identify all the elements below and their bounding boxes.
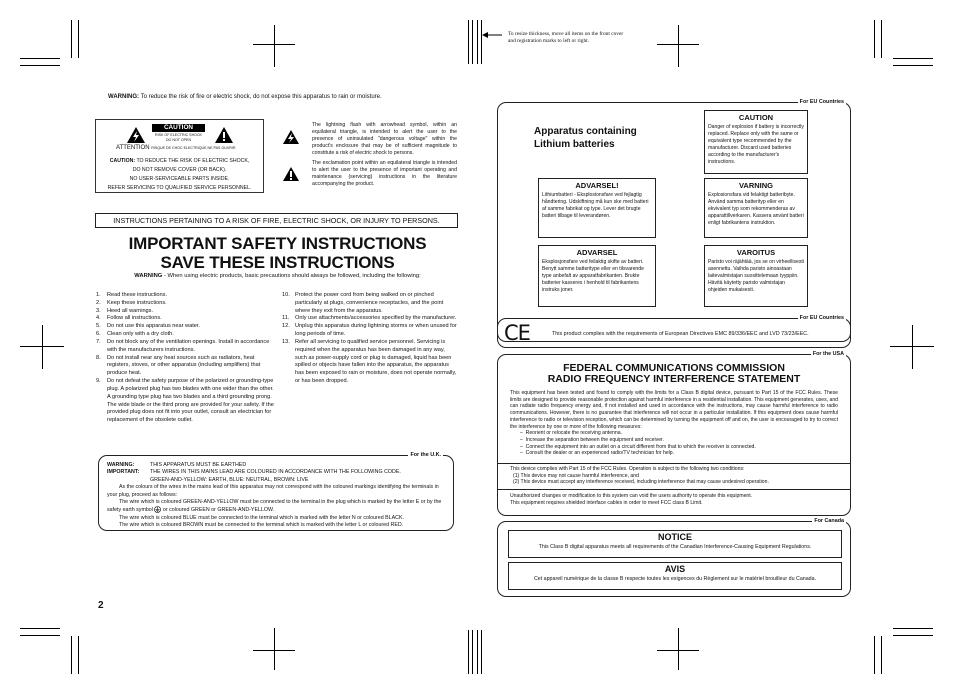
lightning-symbol-icon — [282, 129, 300, 145]
uk-para2a: The wire which is coloured GREEN-AND-YELLOW must be connected to the terminal in the plug which is marked by the letter E or by the safety earth symbol — [107, 499, 442, 514]
printer-note — [486, 31, 676, 45]
lightning-warning-icon — [126, 126, 146, 144]
list-item: 10. Protect the power cord from being walked on or pinched particularly at plugs, convenience receptacles, and the point where they exit from the apparatus. — [282, 292, 444, 314]
printer-note-line2: and registration marks to left or right. — [508, 38, 589, 45]
varoitus-fi-box — [704, 245, 808, 307]
eu-ce-box — [497, 315, 851, 348]
varning-se-title: VARNING — [738, 181, 774, 190]
list-item: 12. Unplug this apparatus during lightning storms or when unused for long periods of time. — [282, 323, 457, 338]
caution-panel — [95, 119, 264, 193]
list-item: 13. Refer all servicing to qualified service personnel. Servicing is required when the apparatus has been damaged in any way, such as power-supply cord or plug is damaged, liquid has been spilled or objects have fallen into the apparatus, the apparatus has been exposed to rain or moisture, does not operate normally, or has been dropped. — [282, 338, 457, 385]
printer-note-line1: To resize thickness, move all items on the front cover — [508, 31, 624, 37]
varning-se-box — [704, 178, 808, 238]
main-title-line2: SAVE THESE INSTRUCTIONS — [160, 253, 395, 272]
caution-line2: DO NOT REMOVE COVER (OR BACK). — [132, 166, 227, 173]
list-item: 5. Do not use this apparatus near water. — [96, 323, 200, 330]
list-item: – Connect the equipment into an outlet on a circuit different from that to which the receiver is connected. — [520, 443, 756, 450]
fire-banner-text: INSTRUCTIONS PERTAINING TO A RISK OF FIRE, ELECTRIC SHOCK, OR INJURY TO PERSONS. — [113, 216, 440, 225]
list-item: 7. Do not block any of the ventilation openings. Install in accordance with the manufacturers instructions. — [96, 338, 270, 353]
caution-line1-label: CAUTION: — [109, 158, 136, 164]
attention-text: RISQUE DE CHOC ELECTRIQUE NE PAS OUVRIR — [151, 146, 236, 150]
caution-label-box — [152, 124, 205, 132]
uk-para3: The wire which is coloured BLUE must be connected to the terminal which is marked with the letter N or coloured BLACK. — [119, 514, 404, 521]
fcc-title-line2: RADIO FREQUENCY INTERFERENCE STATEMENT — [547, 373, 801, 385]
varoitus-fi-text: Paristo voi räjähtää, jos se on virheellisesti asennettu. Vaihda paristo ainoastaan laitevalmistajan suosittelemaan tyyppiin. Hävitä käytetty paristo valmistajan ohjeiden mukaisesti. — [708, 259, 804, 294]
uk-warning-text: THIS APPARATUS MUST BE EARTHED — [150, 462, 247, 468]
list-item: 8. Do not install near any heat sources such as radiators, heat registers, stoves, or other apparatus (including amplifiers) that produce heat. — [96, 354, 261, 377]
ce-mark-icon: CE — [504, 321, 530, 345]
uk-important-text: THE WIRES IN THIS MAINS LEAD ARE COLOURED IN ACCORDANCE WITH THE FOLLOWING CODE. — [150, 469, 401, 476]
eu-ce-tag: For EU Countries — [799, 315, 844, 321]
varning-se-text: Explosionsfara vid felaktigt batteribyte. Använd samma batterityp eller en ekvivalent typ som rekommenderas av apparattillverkaren. Kassera använt batteri enligt fabrikantens instruktion. — [708, 192, 804, 227]
avis-title: AVIS — [664, 564, 686, 574]
list-item: 4. Follow all instructions. — [96, 315, 162, 322]
lightning-explanation: The lightning flash with arrowhead symbol, within an equilateral triangle, is intended to alert the user to the presence of uninsulated "dangerous voltage" within the product's enclosure that may be of sufficient magnitude to constitute a risk of electric shock to persons. — [312, 122, 457, 157]
uk-para1: As the colours of the wires in the mains lead of this apparatus may not correspond with the coloured markings identifying the terminals in your plug, proceed as follows: — [107, 484, 439, 498]
attention-label: ATTENTION — [116, 145, 150, 151]
list-item: 9. Do not defeat the safety purpose of the polarized or grounding-type plug. A polarized plug has two blades with one wider than the other. A grounding type plug has two blades and a third grounding prong. The wide blade or the third prong are provided for your safety. If the provided plug does not fit into your outlet, consult an electrician for replacement of the obsolete outlet. — [96, 378, 274, 424]
top-warning — [108, 94, 382, 100]
list-item: – Increase the separation between the equipment and receiver. — [520, 437, 664, 444]
uk-box — [98, 452, 454, 531]
caution-line4: REFER SERVICING TO QUALIFIED SERVICE PERSONNEL. — [107, 184, 252, 191]
exclamation-warning-icon — [214, 126, 234, 144]
canada-box — [497, 518, 851, 597]
list-item: 11. Only use attachments/accessories specified by the manufacturer. — [282, 315, 457, 322]
advarsel-dk-box — [538, 178, 656, 238]
avis-text: Cet appareil numérique de la classe B respecte toutes les exigences du Règlement sur le matériel brouilleur du Canada. — [533, 576, 817, 582]
uk-warning-label: WARNING: — [107, 462, 135, 468]
canada-tag: For Canada — [814, 518, 844, 524]
fcc-unauth1: Unauthorized changes or modification to this system can void the users authority to operate this equipment. — [510, 493, 753, 499]
advarsel-dk-title: ADVARSEL! — [575, 181, 619, 190]
notice-box — [508, 530, 842, 558]
do-not-open-text: DO NOT OPEN — [165, 138, 192, 142]
uk-important-text2: GREEN-AND-YELLOW: EARTH, BLUE: NEUTRAL, BROWN: LIVE — [150, 476, 309, 483]
ce-text: This product complies with the requirements of European Directives EMC 89/336/EEC and LVD 73/23/EEC. — [552, 331, 809, 337]
fcc-part15-1: (1) This device may not cause harmful interference, and — [513, 472, 639, 479]
notice-title: NOTICE — [657, 532, 692, 542]
fcc-title — [498, 363, 850, 385]
main-title-line1: IMPORTANT SAFETY INSTRUCTIONS — [128, 234, 427, 253]
advarsel-no-box — [538, 245, 656, 307]
page-number: 2 — [98, 600, 104, 611]
fcc-box — [497, 351, 851, 516]
uk-para2b: or coloured GREEN or GREEN-AND-YELLOW. — [162, 507, 275, 514]
notice-text: This Class B digital apparatus meets all requirements of the Canadian Interference-Causing Equipment Regulations. — [538, 544, 812, 550]
risk-text: RISK OF ELECTRIC SHOCK — [155, 133, 202, 137]
caution-line1: TO REDUCE THE RISK OF ELECTRIC SHOCK, — [136, 158, 250, 164]
lithium-title — [534, 125, 637, 151]
fcc-part15-intro: This device complies with Part 15 of the FCC Rules. Operation is subject to the following two conditions: — [510, 466, 745, 472]
fcc-tag: For the USA — [812, 351, 844, 357]
caution-line3: NO USER-SERVICEABLE PARTS INSIDE. — [129, 175, 230, 182]
fire-banner — [95, 213, 458, 228]
instructions-left — [96, 292, 276, 425]
uk-para4: The wire which is coloured BROWN must be connected to the terminal which is marked with the letter L or coloured RED. — [119, 522, 404, 529]
main-title — [90, 234, 465, 272]
lithium-title-line2: Lithium batteries — [534, 139, 615, 150]
uk-important-label: IMPORTANT: — [107, 469, 140, 476]
exclamation-symbol-icon — [282, 166, 300, 182]
advarsel-no-text: Eksplosjonsfare ved feilaktig skifte av batteri. Benytt samme batteritype eller en tilsvarende type anbefalt av apparatfabrikanten. Brukte batterier kasseres i henhold til fabrikantens instruks joner. — [542, 259, 644, 294]
exclamation-explanation: The exclamation point within an equilateral triangle is intended to alert the user to the presence of important operating and maintenance (servicing) instructions in the literature accompanying the product. — [312, 160, 457, 188]
top-warning-text: To reduce the risk of fire or electric shock, do not expose this apparatus to rain or moisture. — [140, 94, 382, 100]
list-item: 6. Clean only with a dry cloth. — [96, 331, 174, 338]
caution-en-title: CAUTION — [738, 113, 774, 122]
list-item: – Reorient or relocate the receiving antenna. — [520, 430, 622, 437]
warning-electric-text: - When using electric products, basic precautions should always be followed, including the following: — [163, 273, 421, 279]
arrow-left-icon — [482, 32, 504, 38]
list-item: 3. Heed all warnings. — [96, 307, 154, 314]
caution-en-box — [704, 110, 808, 174]
lithium-title-line1: Apparatus containing — [534, 126, 637, 137]
caution-en-text: Danger of explosion if battery is incorrectly replaced. Replace only with the same or equivalent type recommended by the manufacturer. Discard used batteries according to the manufacturer's instructions. — [708, 124, 804, 166]
list-item: – Consult the dealer or an experienced radio/TV technician for help. — [520, 450, 675, 457]
fcc-title-line1: FEDERAL COMMUNICATIONS COMMISSION — [563, 362, 785, 374]
earth-symbol-icon — [154, 506, 161, 513]
avis-box — [508, 562, 842, 590]
warning-electric-label: WARNING — [134, 273, 163, 279]
list-item: 2. Keep these instructions. — [96, 299, 167, 306]
fcc-part15-2: (2) This device must accept any interference received, including interference that may cause undesired operation. — [513, 479, 769, 486]
varoitus-fi-title: VAROITUS — [736, 248, 776, 257]
advarsel-dk-text: Lithiumbatteri - Eksplosionsfare ved fejlagtig håndtering. Udskiftning må kun ske med batteri af samme fabrikat og type. Lever det brugte batteri tilbage til leverandøren. — [542, 192, 649, 220]
instructions-right — [282, 292, 458, 386]
advarsel-no-title: ADVARSEL — [576, 248, 618, 257]
warning-electric — [90, 273, 465, 279]
eu-lithium-box — [497, 99, 851, 345]
eu-lithium-tag: For EU Countries — [799, 99, 844, 105]
list-item: 1. Read these instructions. — [96, 292, 168, 298]
caution-label: CAUTION — [163, 124, 194, 131]
uk-tag: For the U.K. — [410, 452, 441, 458]
fcc-paragraph: This equipment has been tested and found to comply with the limits for a Class B digital device, pursuant to Part 15 of the FCC Rules. These limits are designed to provide reasonable protection against harmful interference in a residential installation. This equipment generates, uses, and can radiate radio frequency energy and, if not installed and used in accordance with the instructions, may cause harmful interference to radio communications. However, there is no guarantee that interference will not occur in a particular installation. If this equipment does cause harmful interference to radio or television reception, which can be determined by turning the equipment off and on, the user is encouraged to try to correct the interference by one or more of the following measures: — [510, 390, 838, 430]
fcc-unauth2: This equipment requires shielded interface cables in order to meet FCC class B Limit. — [510, 499, 703, 506]
top-warning-label: WARNING: — [108, 94, 139, 100]
